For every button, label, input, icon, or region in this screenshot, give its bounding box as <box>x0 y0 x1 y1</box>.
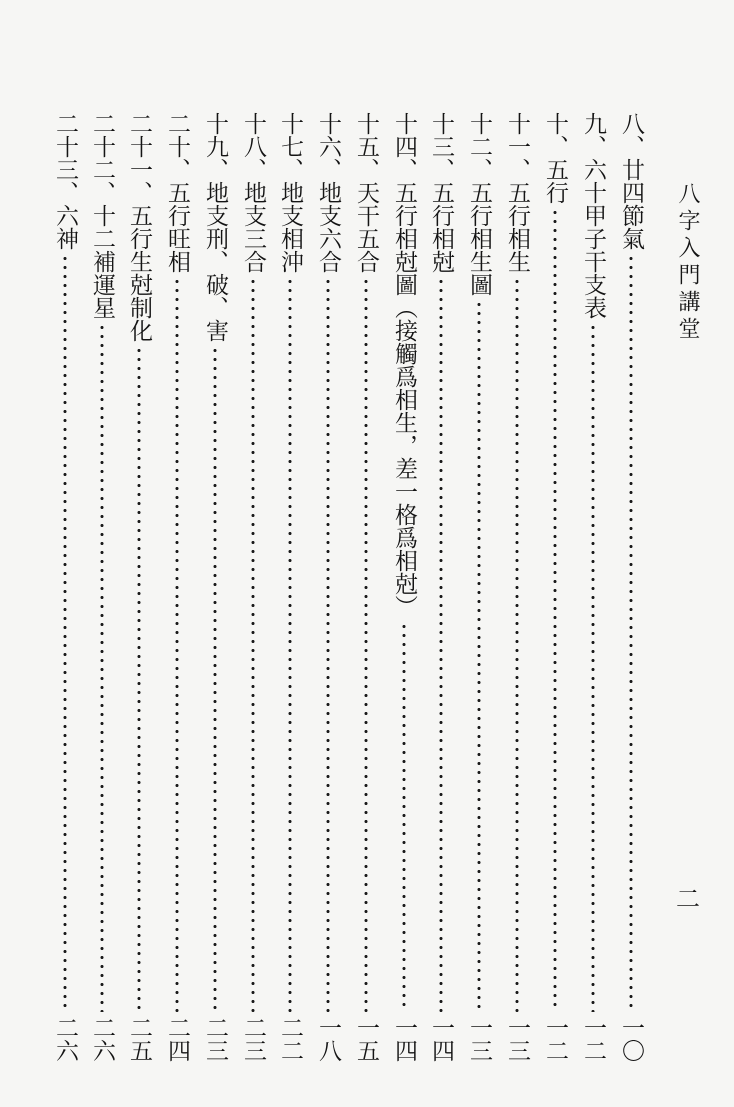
toc-entry[interactable] <box>616 112 646 1062</box>
toc-entry-page: 一四 <box>428 1016 454 1062</box>
toc-entry[interactable] <box>124 112 154 1062</box>
toc-dot-leader <box>439 277 443 1012</box>
toc-dot-leader <box>629 254 633 1012</box>
toc-entry[interactable] <box>50 112 80 1062</box>
toc-entry-page: 一二 <box>580 1016 606 1062</box>
toc-entry-title: 九、六十甲子干支表 <box>580 112 606 319</box>
toc-entry[interactable] <box>200 112 230 1062</box>
toc-dot-leader <box>100 323 104 1012</box>
toc-entry[interactable] <box>238 112 268 1062</box>
toc-entry-title: 十四、五行相尅圖（接觸爲相生，差一格爲相尅） <box>391 112 417 618</box>
table-of-contents <box>0 112 734 1062</box>
toc-dot-leader <box>477 300 481 1012</box>
toc-dot-leader <box>63 254 67 1012</box>
toc-entry[interactable] <box>162 112 192 1062</box>
toc-dot-leader <box>213 346 217 1012</box>
toc-entry[interactable] <box>351 112 381 1062</box>
toc-dot-leader <box>175 277 179 1012</box>
toc-entry[interactable] <box>502 112 532 1062</box>
toc-entry-title: 二十二、十二補運星 <box>89 112 115 319</box>
toc-entry-page: 一五 <box>353 1016 379 1062</box>
toc-entry-page: 二三 <box>202 1016 228 1062</box>
toc-entry[interactable] <box>389 112 419 1062</box>
toc-entry[interactable] <box>426 112 456 1062</box>
toc-entry-page: 二六 <box>52 1016 78 1062</box>
toc-entry[interactable] <box>464 112 494 1062</box>
toc-entry-title: 十六、地支六合 <box>315 112 341 273</box>
toc-entry[interactable] <box>87 112 117 1062</box>
toc-dot-leader <box>288 277 292 1012</box>
toc-entry-title: 十二、五行相生圖 <box>466 112 492 296</box>
toc-entry-page: 一三 <box>466 1016 492 1062</box>
toc-entry[interactable] <box>578 112 608 1062</box>
toc-entry-page: 一八 <box>315 1016 341 1062</box>
toc-entry-title: 十、五行 <box>542 112 568 204</box>
book-title: 八字入門講堂 <box>675 182 700 344</box>
toc-entry-title: 十八、地支三合 <box>240 112 266 273</box>
toc-entry-page: 一三 <box>504 1016 530 1062</box>
toc-entry-page: 二四 <box>164 1016 190 1062</box>
toc-entry-title: 二十一、五行生尅制化 <box>126 112 152 342</box>
toc-entry-title: 十三、五行相尅 <box>428 112 454 273</box>
toc-entry-title: 十七、地支相沖 <box>277 112 303 273</box>
toc-dot-leader <box>326 277 330 1012</box>
toc-entry-page: 一四 <box>391 1016 417 1062</box>
page-number: 二 <box>676 885 700 913</box>
toc-dot-leader <box>515 277 519 1012</box>
toc-entry-title: 十一、五行相生 <box>504 112 530 273</box>
toc-dot-leader <box>137 346 141 1012</box>
toc-entry-page: 二三 <box>240 1016 266 1062</box>
toc-dot-leader <box>251 277 255 1012</box>
toc-entry[interactable] <box>540 112 570 1062</box>
toc-entry-page: 二二 <box>277 1016 303 1062</box>
toc-dot-leader <box>553 208 557 1012</box>
toc-entry-title: 八、廿四節氣 <box>618 112 644 250</box>
toc-entry-title: 十五、天干五合 <box>353 112 379 273</box>
toc-dot-leader <box>591 323 595 1012</box>
toc-entry[interactable] <box>275 112 305 1062</box>
toc-entry-page: 二五 <box>126 1016 152 1062</box>
toc-entry-page: 一二 <box>542 1016 568 1062</box>
toc-dot-leader <box>402 622 406 1012</box>
toc-entry-title: 二十三、六神 <box>52 112 78 250</box>
toc-entry[interactable] <box>313 112 343 1062</box>
toc-dot-leader <box>364 277 368 1012</box>
toc-entry-title: 十九、地支刑、破、害 <box>202 112 228 342</box>
toc-entry-page: 二六 <box>89 1016 115 1062</box>
toc-entry-page: 一〇 <box>618 1016 644 1062</box>
toc-entry-title: 二十、五行旺相 <box>164 112 190 273</box>
